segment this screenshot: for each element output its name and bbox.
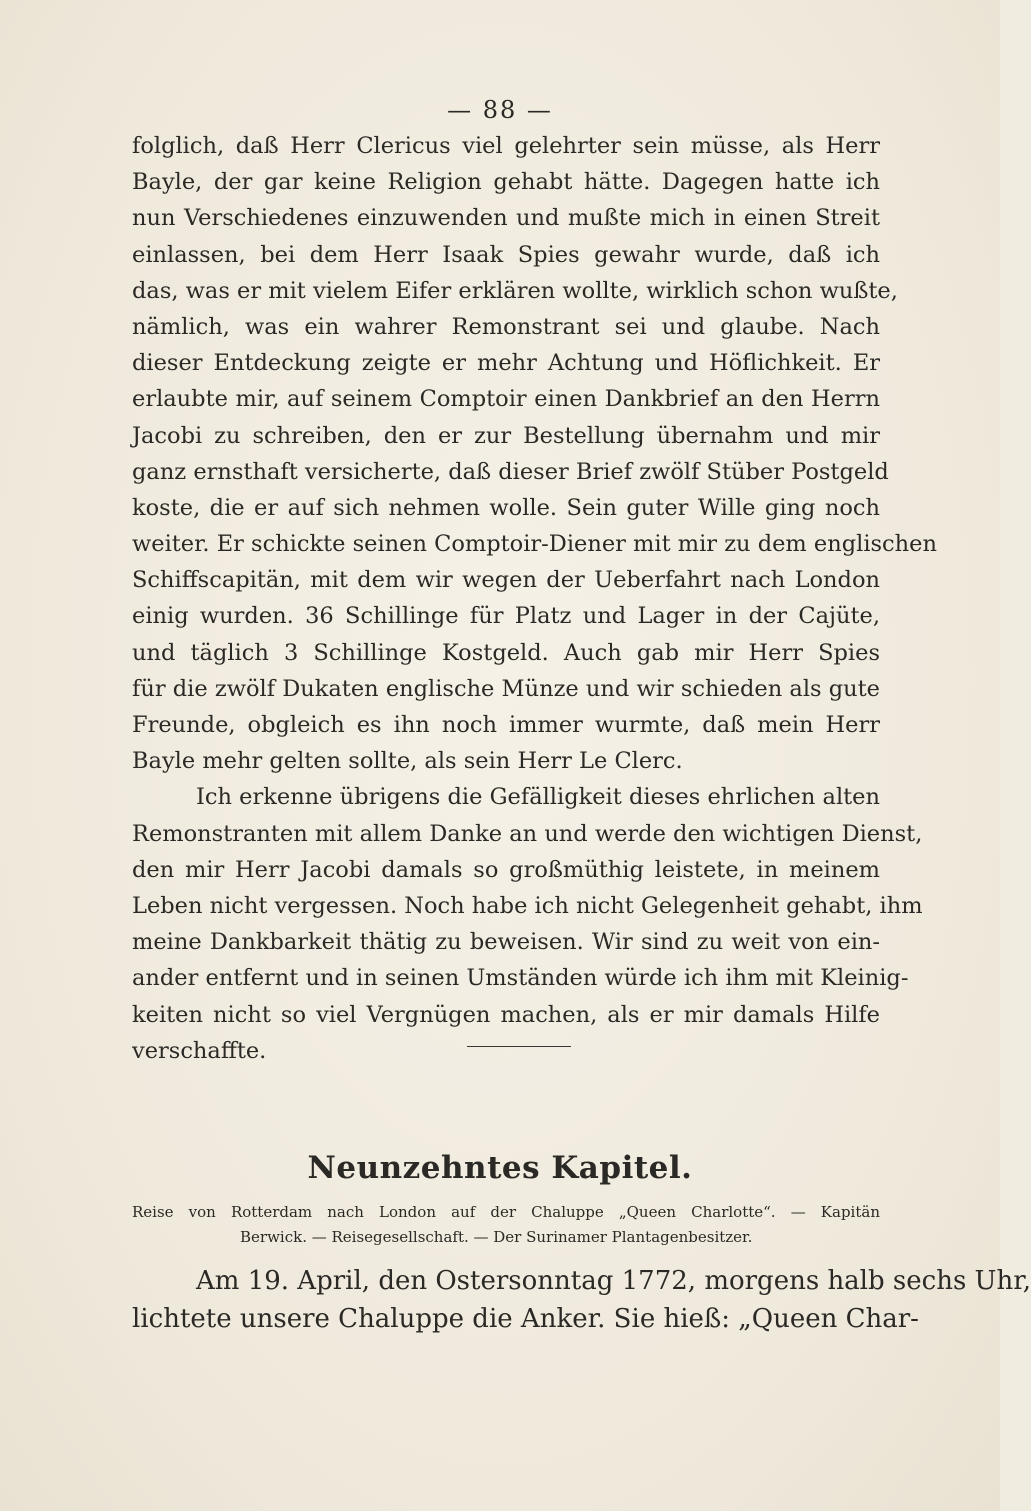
text-line: einlassen, bei dem Herr Isaak Spies gewahr wurde, daß ich (132, 241, 880, 268)
text-line: dieser Entdeckung zeigte er mehr Achtung und Höflichkeit. Er (132, 350, 880, 377)
text-line: nämlich, was ein wahrer Remonstrant sei und glaube. Nach (132, 313, 880, 340)
text-line: ganz ernsthaft versicherte, daß dieser Brief zwölf Stüber Postgeld (132, 458, 889, 485)
text-line: Schiffscapitän, mit dem wir wegen der Ueberfahrt nach London (132, 567, 880, 594)
text-line: lichtete unsere Chaluppe die Anker. Sie hieß: „Queen Char- (132, 1304, 919, 1334)
text-line: meine Dankbarkeit thätig zu beweisen. Wir sind zu weit von ein- (132, 929, 880, 956)
text-line: und täglich 3 Schillinge Kostgeld. Auch gab mir Herr Spies (132, 639, 880, 666)
text-line: verschaffte. (132, 1037, 267, 1064)
chapter-text (132, 1262, 1031, 1338)
section-divider (467, 1046, 571, 1047)
body-text (132, 128, 937, 1069)
chapter-summary-line: Reise von Rotterdam nach London auf der Chaluppe „Queen Charlotte“. — Kapitän (132, 1203, 880, 1221)
text-line: Jacobi zu schreiben, den er zur Bestellung übernahm und mir (132, 422, 880, 449)
text-line: koste, die er auf sich nehmen wolle. Sein guter Wille ging noch (132, 494, 880, 521)
text-line: Remonstranten mit allem Danke an und werde den wichtigen Dienst, (132, 820, 923, 847)
text-line: Ich erkenne übrigens die Gefälligkeit dieses ehrlichen alten (196, 784, 880, 811)
text-line: keiten nicht so viel Vergnügen machen, als er mir damals Hilfe (132, 1001, 880, 1028)
chapter-summary (132, 1200, 880, 1250)
text-line: das, was er mit vielem Eifer erklären wollte, wirklich schon wußte, (132, 277, 898, 304)
chapter-summary-line: Berwick. — Reisegesellschaft. — Der Surinamer Plantagenbesitzer. (240, 1228, 753, 1246)
text-line: Leben nicht vergessen. Noch habe ich nicht Gelegenheit gehabt, ihm (132, 892, 923, 919)
chapter-title: Neunzehntes Kapitel. (307, 1150, 693, 1186)
text-line: Am 19. April, den Ostersonntag 1772, morgens halb sechs Uhr, (196, 1266, 1031, 1296)
text-line: weiter. Er schickte seinen Comptoir-Diener mit mir zu dem englischen (132, 531, 937, 558)
text-line: erlaubte mir, auf seinem Comptoir einen Dankbrief an den Herrn (132, 386, 880, 413)
text-line: folglich, daß Herr Clericus viel gelehrter sein müsse, als Herr (132, 133, 880, 159)
text-line: für die zwölf Dukaten englische Münze und wir schieden als gute (132, 675, 880, 702)
text-line: einig wurden. 36 Schillinge für Platz und Lager in der Cajüte, (132, 603, 880, 630)
page-number: — 88 — (447, 96, 553, 124)
text-line: Freunde, obgleich es ihn noch immer wurmte, daß mein Herr (132, 712, 880, 738)
text-line: den mir Herr Jacobi damals so großmüthig leistete, in meinem (132, 856, 880, 883)
text-line: nun Verschiedenes einzuwenden und mußte mich in einen Streit (132, 205, 880, 232)
text-line: ander entfernt und in seinen Umständen würde ich ihm mit Kleinig- (132, 965, 909, 992)
text-line: Bayle, der gar keine Religion gehabt hätte. Dagegen hatte ich (132, 169, 880, 196)
text-line: Bayle mehr gelten sollte, als sein Herr Le Clerc. (132, 748, 683, 775)
